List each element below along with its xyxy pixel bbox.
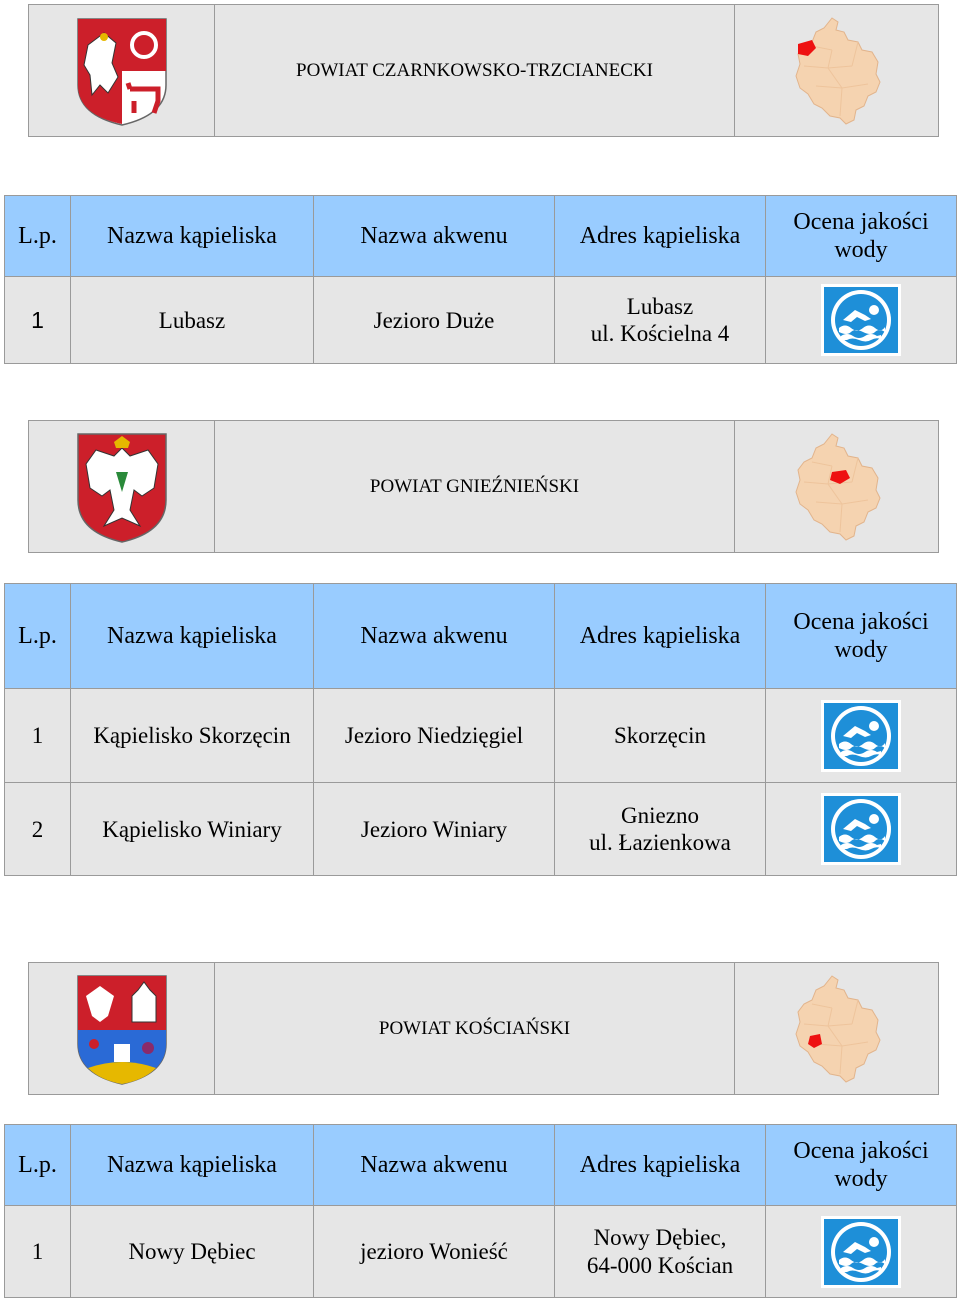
swimmer-icon — [821, 700, 901, 772]
header-name: Nazwa kąpieliska — [71, 1125, 314, 1206]
table-row — [5, 689, 957, 783]
county-header-koscianski — [28, 962, 939, 1095]
header-address: Adres kąpieliska — [555, 1125, 766, 1206]
row-quality — [766, 783, 957, 876]
county-header-gnieznienski — [28, 420, 939, 553]
row-quality — [766, 689, 957, 783]
swimmer-icon — [821, 1216, 901, 1288]
row-quality — [766, 1206, 957, 1298]
coat-of-arms-cell — [29, 963, 215, 1094]
row-water: Jezioro Duże — [314, 277, 555, 364]
bathing-sites-table — [4, 1124, 957, 1298]
header-address: Adres kąpieliska — [555, 584, 766, 689]
row-lp: 1 — [5, 277, 71, 364]
table-row — [5, 783, 957, 876]
header-water: Nazwa akwenu — [314, 1125, 555, 1206]
row-lp: 2 — [5, 783, 71, 876]
voivodeship-map-icon — [792, 432, 882, 542]
county-header-czarnkowsko-trzcianecki — [28, 4, 939, 137]
coat-of-arms-cell — [29, 421, 215, 552]
row-address: Lubasz ul. Kościelna 4 — [555, 277, 766, 364]
row-water: Jezioro Winiary — [314, 783, 555, 876]
header-address: Adres kąpieliska — [555, 196, 766, 277]
coat-of-arms-cell — [29, 5, 215, 136]
row-lp: 1 — [5, 1206, 71, 1298]
coat-of-arms-icon — [74, 430, 170, 544]
county-name: POWIAT GNIEŹNIEŃSKI — [215, 421, 735, 552]
row-quality — [766, 277, 957, 364]
header-lp: L.p. — [5, 1125, 71, 1206]
header-name: Nazwa kąpieliska — [71, 584, 314, 689]
row-water: jezioro Wonieść — [314, 1206, 555, 1298]
table-row — [5, 277, 957, 364]
row-water: Jezioro Niedzięgiel — [314, 689, 555, 783]
header-water: Nazwa akwenu — [314, 196, 555, 277]
table-header-row — [5, 196, 957, 277]
bathing-sites-table — [4, 583, 957, 876]
bathing-sites-table — [4, 195, 957, 364]
table-header-row — [5, 1125, 957, 1206]
voivodeship-map-icon — [792, 974, 882, 1084]
location-map-cell — [735, 5, 938, 136]
header-quality: Ocena jakości wody — [766, 1125, 957, 1206]
row-name: Nowy Dębiec — [71, 1206, 314, 1298]
swimmer-icon — [821, 284, 901, 356]
swimmer-icon — [821, 793, 901, 865]
header-quality: Ocena jakości wody — [766, 584, 957, 689]
header-lp: L.p. — [5, 196, 71, 277]
location-map-cell — [735, 963, 938, 1094]
row-address: Gniezno ul. Łazienkowa — [555, 783, 766, 876]
table-row — [5, 1206, 957, 1298]
row-address: Nowy Dębiec, 64-000 Kościan — [555, 1206, 766, 1298]
coat-of-arms-icon — [74, 972, 170, 1086]
county-name: POWIAT CZARNKOWSKO-TRZCIANECKI — [215, 5, 735, 136]
row-lp: 1 — [5, 689, 71, 783]
county-name: POWIAT KOŚCIAŃSKI — [215, 963, 735, 1094]
row-name: Kąpielisko Skorzęcin — [71, 689, 314, 783]
header-lp: L.p. — [5, 584, 71, 689]
table-header-row — [5, 584, 957, 689]
header-name: Nazwa kąpieliska — [71, 196, 314, 277]
row-address: Skorzęcin — [555, 689, 766, 783]
voivodeship-map-icon — [792, 16, 882, 126]
row-name: Kąpielisko Winiary — [71, 783, 314, 876]
header-water: Nazwa akwenu — [314, 584, 555, 689]
location-map-cell — [735, 421, 938, 552]
header-quality: Ocena jakości wody — [766, 196, 957, 277]
coat-of-arms-icon — [74, 15, 170, 127]
row-name: Lubasz — [71, 277, 314, 364]
